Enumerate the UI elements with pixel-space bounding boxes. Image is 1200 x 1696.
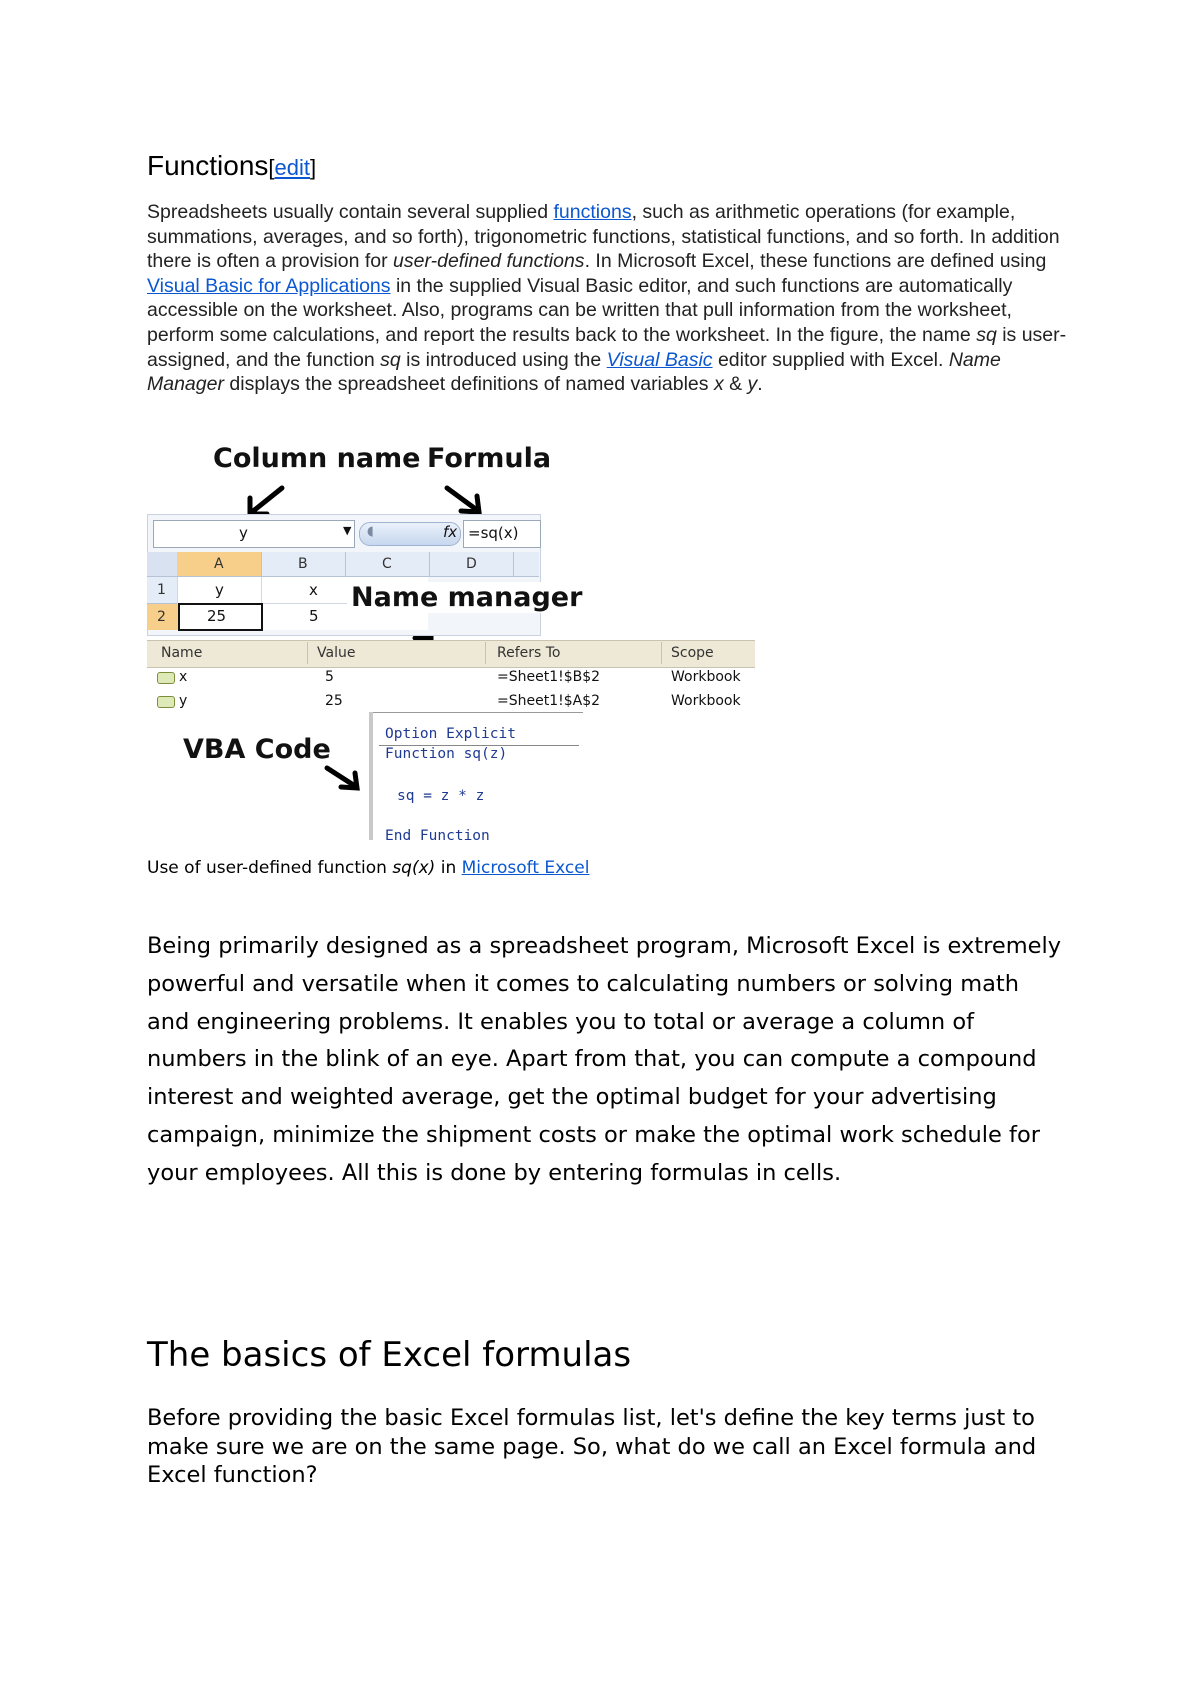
text-run: &: [723, 373, 748, 396]
microsoft-excel-link[interactable]: Microsoft Excel: [461, 858, 590, 878]
nm-row-scope: Workbook: [671, 693, 741, 709]
nm-row-refers: =Sheet1!$B$2: [497, 669, 601, 685]
code-line-1: Option Explicit: [385, 726, 516, 742]
name-box-value: y: [239, 524, 248, 542]
text-run: , such as arithmetic operations (for example, summations, averages, and so forth), trigonometric functions, statistical functions, and so forth. In addition there is often a provision for: [147, 201, 1060, 273]
code-line-3: sq = z * z: [397, 788, 485, 804]
text-run: displays the spreadsheet definitions of named variables: [223, 373, 714, 396]
text-run: in: [435, 858, 462, 878]
nm-row-value: 5: [325, 669, 334, 685]
name-manager-header: [147, 640, 755, 668]
text-run: is introduced using the: [400, 348, 607, 371]
basics-paragraph: Before providing the basic Excel formulas list, let's define the key terms just to make sure we are on the same page. So, what do we call an Excel formula and Excel function?: [147, 1405, 1037, 1488]
divider: [485, 642, 486, 664]
arrow-formula-icon: [447, 488, 477, 510]
vba-link[interactable]: Visual Basic for Applications: [147, 274, 391, 297]
label-vba-code: VBA Code: [183, 734, 331, 765]
code-line-2: Function sq(z): [385, 746, 508, 762]
emphasis-user-defined: user-defined functions: [393, 250, 585, 273]
nm-row-refers: =Sheet1!$A$2: [497, 693, 601, 709]
functions-link[interactable]: functions: [553, 201, 632, 223]
nm-row-name[interactable]: x: [179, 669, 188, 685]
select-all-corner[interactable]: [147, 552, 178, 576]
nm-header-refers-to[interactable]: Refers To: [497, 645, 561, 661]
nm-header-scope[interactable]: Scope: [671, 645, 714, 661]
section-heading: [147, 150, 316, 182]
label-name-manager: Name manager: [347, 582, 586, 613]
nm-header-name[interactable]: Name: [161, 645, 203, 661]
column-label-a: A: [214, 556, 224, 572]
cell-a1[interactable]: y: [215, 581, 224, 599]
nm-row-name[interactable]: y: [179, 693, 188, 709]
chevron-down-icon[interactable]: ▼: [343, 524, 352, 537]
row-label-1: 1: [157, 582, 166, 598]
basics-heading: The basics of Excel formulas: [147, 1335, 632, 1375]
edit-bracket-open: [: [268, 155, 275, 180]
named-range-icon: [157, 696, 175, 708]
column-label-d: D: [466, 556, 477, 572]
column-label-b: B: [298, 556, 308, 572]
cell-b1[interactable]: x: [309, 581, 318, 599]
nm-row-scope: Workbook: [671, 669, 741, 685]
excel-figure: [147, 440, 767, 860]
text-run: is user-assigned, and the function: [147, 323, 1067, 371]
edit-bracket-close: ]: [310, 155, 317, 180]
emphasis-x: x: [713, 373, 724, 396]
named-range-icon: [157, 672, 175, 684]
code-line-4: End Function: [385, 828, 490, 844]
divider: [307, 642, 308, 664]
nm-row-value: 25: [325, 693, 343, 709]
cell-a2: 25: [207, 607, 227, 625]
functions-paragraph: [147, 200, 1067, 397]
section-title: Functions: [147, 150, 269, 181]
emphasis-y: y: [747, 373, 758, 396]
circle-icon: ◖: [367, 524, 374, 539]
excel-intro-paragraph: Being primarily designed as a spreadsheet program, Microsoft Excel is extremely powerful and versatile when it comes to calculating numbers or solving math and engineering problems. It enables you to total or average a column of numbers in the blink of an eye. Apart from that, you can compute a compound interest and weighted average, get the optimal budget for your advertising campaign, minimize the shipment costs or make the optimal work schedule for your employees. All this is done by entering formulas in cells.: [147, 933, 1062, 1186]
figure-caption: [147, 858, 589, 878]
text-run: Use of user-defined function: [147, 858, 393, 878]
emphasis-sq: sq: [976, 323, 997, 346]
edit-link[interactable]: edit: [274, 155, 311, 180]
cell-b2[interactable]: 5: [309, 607, 319, 625]
arrow-vba-icon: [327, 768, 355, 786]
text-run: Spreadsheets usually contain several supplied: [147, 201, 554, 223]
fx-icon[interactable]: fx: [443, 523, 458, 541]
arrow-column-name-icon: [252, 488, 282, 512]
divider: [661, 642, 662, 664]
label-column-name: Column name: [213, 443, 421, 474]
label-formula: Formula: [427, 443, 552, 474]
text-run: editor supplied with Excel.: [712, 348, 949, 371]
nm-header-value[interactable]: Value: [317, 645, 356, 661]
emphasis-sq: sq: [380, 348, 401, 371]
name-box[interactable]: [153, 520, 355, 548]
text-run: . In Microsoft Excel, these functions are defined using: [584, 250, 1047, 273]
emphasis-sqx: sq(x): [392, 858, 436, 878]
text-run: in the supplied Visual Basic editor, and such functions are automatically accessible on the worksheet. Also, programs can be written that pull information from the worksheet, perform some calculations, and report the results back to the worksheet. In the figure, the name: [147, 274, 1013, 346]
emphasis-name-manager: Name Manager: [147, 348, 1001, 396]
column-label-c: C: [382, 556, 392, 572]
row-label-2: 2: [157, 609, 166, 625]
formula-value: =sq(x): [468, 524, 519, 542]
text-run: .: [757, 373, 763, 396]
visual-basic-link[interactable]: Visual Basic: [606, 348, 713, 371]
